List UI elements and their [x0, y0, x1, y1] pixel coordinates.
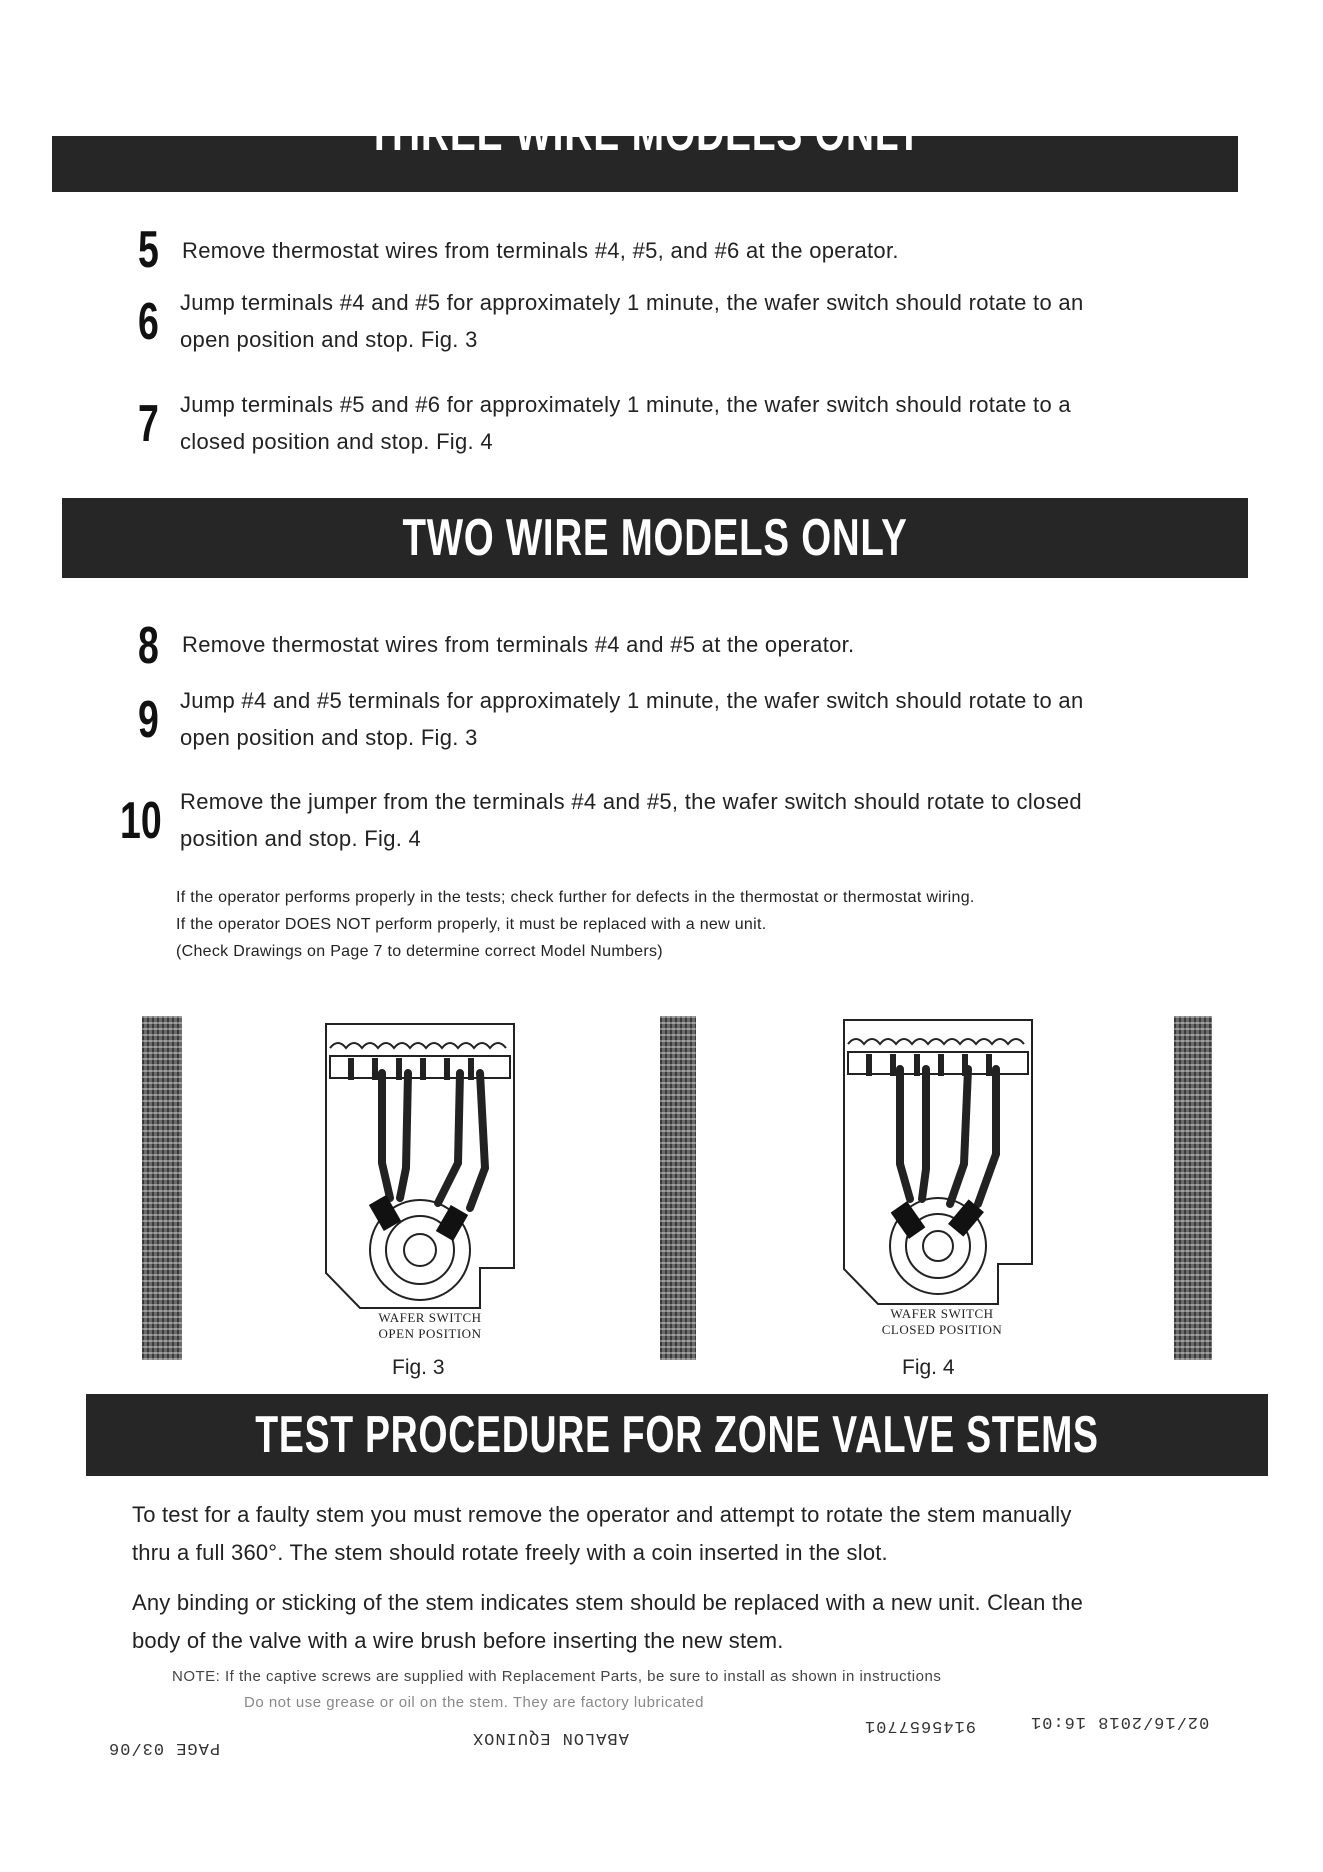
three-wire-header [52, 105, 1238, 192]
hatch-strip-middle [660, 1016, 696, 1360]
figure-3-caption [330, 1310, 530, 1342]
step-number: 9 [138, 691, 159, 749]
figure-4-label: Fig. 4 [902, 1356, 955, 1379]
hatch-strip-right [1174, 1016, 1212, 1360]
three-wire-title: THREE WIRE MODELS ONLY [367, 105, 923, 161]
step-number: 5 [138, 221, 159, 279]
figure-3-label: Fig. 3 [392, 1356, 445, 1379]
step-7 [138, 386, 1248, 466]
hatch-strip-left [142, 1016, 182, 1360]
step-line: Jump #4 and #5 terminals for approximately 1 minute, the wafer switch should rotate to an [180, 688, 1084, 713]
test-paragraph-2 [132, 1584, 1242, 1660]
two-wire-title: TWO WIRE MODELS ONLY [402, 509, 908, 567]
step-number: 7 [138, 395, 159, 453]
wafer-switch-open-drawing [320, 1018, 520, 1318]
note-line: If the operator DOES NOT perform properly, it must be replaced with a new unit. [176, 916, 767, 933]
step-text [180, 284, 1084, 358]
paragraph-line: thru a full 360°. The stem should rotate freely with a coin inserted in the slot. [132, 1540, 888, 1565]
step-line: open position and stop. Fig. 3 [180, 327, 478, 352]
fax-datetime: 02/16/2018 16:01 [1030, 1712, 1210, 1731]
fax-company: ABALON EQUINOX [472, 1728, 629, 1747]
step-number: 10 [120, 792, 162, 850]
test-procedure-header [86, 1394, 1268, 1476]
step-text [180, 386, 1071, 460]
step-9 [138, 682, 1248, 762]
step-text [182, 626, 854, 663]
step-line: Jump terminals #5 and #6 for approximately 1 minute, the wafer switch should rotate to a [180, 392, 1071, 417]
caption-line: OPEN POSITION [378, 1326, 482, 1341]
footnote-line-1: NOTE: If the captive screws are supplied with Replacement Parts, be sure to install as shown in instructions [172, 1668, 942, 1685]
figure-3 [320, 1018, 520, 1318]
test-procedure-title: TEST PROCEDURE FOR ZONE VALVE STEMS [255, 1406, 1099, 1464]
step-line: Jump terminals #4 and #5 for approximately 1 minute, the wafer switch should rotate to an [180, 290, 1084, 315]
wafer-switch-closed-drawing [838, 1014, 1038, 1314]
fax-phone: 9145657701 [864, 1716, 977, 1735]
step-text [182, 232, 899, 269]
notes [176, 884, 975, 965]
step-text [180, 682, 1084, 756]
figure-4 [838, 1014, 1038, 1314]
paragraph-line: Any binding or sticking of the stem indicates stem should be replaced with a new unit. Clean the [132, 1590, 1084, 1615]
note-line: If the operator performs properly in the tests; check further for defects in the thermostat or thermostat wiring. [176, 889, 975, 906]
step-line: position and stop. Fig. 4 [180, 826, 422, 851]
step-line: Remove the jumper from the terminals #4 and #5, the wafer switch should rotate to closed [180, 789, 1082, 814]
step-text [180, 783, 1082, 857]
step-line: Remove thermostat wires from terminals #4 and #5 at the operator. [182, 632, 855, 657]
caption-line: WAFER SWITCH [378, 1310, 482, 1325]
step-line: closed position and stop. Fig. 4 [180, 429, 493, 454]
step-6 [138, 284, 1248, 364]
step-10 [120, 783, 1250, 863]
step-number: 8 [138, 617, 159, 675]
note-line: (Check Drawings on Page 7 to determine correct Model Numbers) [176, 943, 663, 960]
two-wire-header [62, 498, 1248, 578]
paragraph-line: To test for a faulty stem you must remove the operator and attempt to rotate the stem manually [132, 1502, 1072, 1527]
step-line: Remove thermostat wires from terminals #4, #5, and #6 at the operator. [182, 238, 899, 263]
fax-page-number: PAGE 03/06 [108, 1738, 221, 1757]
step-5 [138, 221, 1248, 279]
test-paragraph-1 [132, 1496, 1242, 1572]
step-8 [138, 617, 1248, 675]
figure-4-caption [842, 1306, 1042, 1338]
caption-line: WAFER SWITCH [890, 1306, 994, 1321]
step-line: open position and stop. Fig. 3 [180, 725, 478, 750]
footnote-line-2: Do not use grease or oil on the stem. They are factory lubricated [244, 1694, 704, 1711]
step-number: 6 [138, 293, 159, 351]
caption-line: CLOSED POSITION [881, 1322, 1003, 1337]
paragraph-line: body of the valve with a wire brush before inserting the new stem. [132, 1628, 784, 1653]
